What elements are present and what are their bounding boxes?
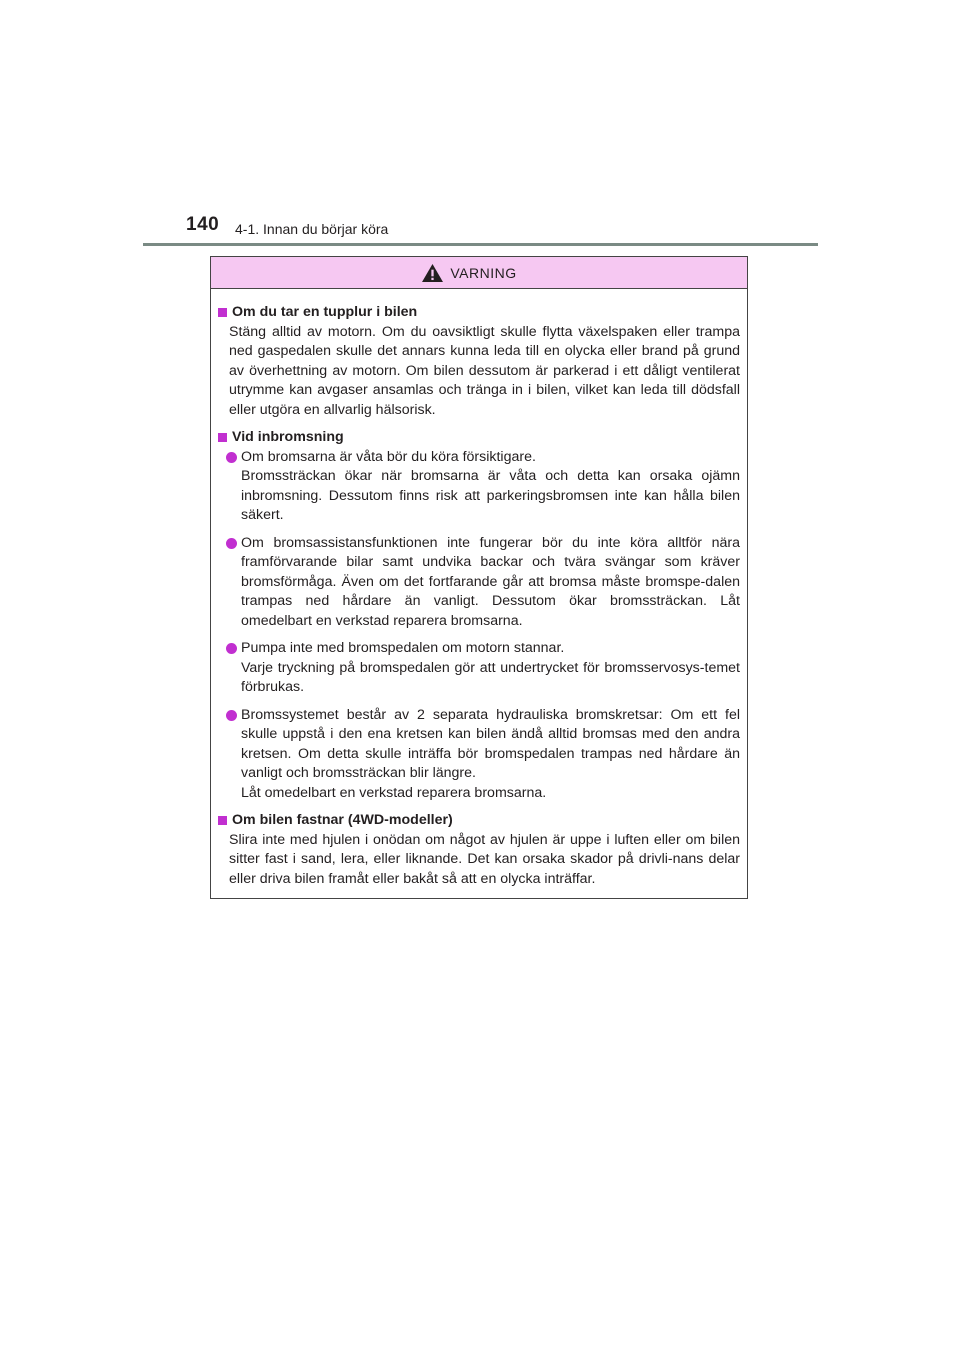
list-item-first: Pumpa inte med bromspedalen om motorn stannar. (241, 640, 565, 656)
list-item (218, 639, 740, 698)
section-braking (218, 428, 740, 803)
section-text: Stäng alltid av motorn. Om du oavsiktligt skulle flytta växelspaken eller trampa ned gaspedalen skulle det annars kunna leda till en olycka eller brand på grund av överhettning av motorn. Om bilen dessutom är parkerad i ett dåligt ventilerat utrymme kan avgaser ansamlas och tränga in i bilen, vilket kan leda till dödsfall eller utgöra en allvarlig hälsorisk. (229, 323, 740, 418)
list-item (218, 706, 740, 804)
square-bullet-icon (218, 308, 227, 317)
warning-body (211, 289, 747, 889)
section-nap (218, 303, 740, 420)
round-bullet-icon (226, 643, 237, 654)
list-item-first: Om bromsarna är våta bör du köra försiktigare. (241, 448, 536, 465)
list-item-first: Bromssystemet består av 2 separata hydrauliska bromskretsar: Om ett fel skulle uppstå i den ena kretsen kan bilen ändå alltid bromsas med den andra kretsen. Om detta skulle inträffa bör bromspedalen trampas ned hårdare än vanligt och bromssträckan blir längre. (241, 706, 740, 781)
section-heading (218, 303, 740, 323)
section-heading (218, 428, 740, 448)
section-heading (218, 811, 740, 831)
list-item-rest: Låt omedelbart en verkstad reparera bromsarna. (241, 784, 547, 801)
header-rule (143, 243, 818, 246)
list-item (218, 448, 740, 526)
list-item-rest: Varje tryckning på bromspedalen gör att undertrycket för bromsservosys-temet förbrukas. (241, 659, 740, 695)
section-heading-text: Om bilen fastnar (4WD-modeller) (232, 812, 453, 828)
page-number: 140 (186, 214, 220, 235)
warning-box (210, 256, 748, 899)
square-bullet-icon (218, 433, 227, 442)
warning-header (211, 257, 747, 289)
round-bullet-icon (226, 452, 237, 463)
square-bullet-icon (218, 816, 227, 825)
warning-title: VARNING (450, 264, 517, 281)
list-item-first: Om bromsassistansfunktionen inte fungerar bör du inte köra alltför nära framförvarande bilar samt undvika backar och tvära svängar som kräver bromsförmåga. Även om det fortfarande går att bromsa måste bromspe-dalen trampas ned hårdare än vanligt. Dessutom ökar bromssträckan. Låt omedelbart en verkstad reparera bromsarna. (241, 534, 740, 629)
section-stuck (218, 811, 740, 889)
warning-triangle-icon (421, 263, 444, 283)
section-text: Slira inte med hjulen i onödan om något av hjulen är uppe i luften eller om bilen sitter fast i sand, lera, eller liknande. Det kan orsaka skador på drivli-nans delar eller driva bilen framåt eller bakåt så att en olycka inträffar. (229, 831, 740, 887)
list-item (218, 534, 740, 632)
list-item-rest: Bromssträckan ökar när bromsarna är våta och detta kan orsaka ojämn inbromsning. Dessutom finns risk att parkeringsbromsen inte kan hålla bilen säkert. (241, 468, 740, 523)
section-heading-text: Om du tar en tupplur i bilen (232, 304, 418, 320)
section-heading-text: Vid inbromsning (232, 429, 344, 445)
section-title: 4-1. Innan du börjar köra (235, 221, 389, 237)
round-bullet-icon (226, 710, 237, 721)
round-bullet-icon (226, 538, 237, 549)
